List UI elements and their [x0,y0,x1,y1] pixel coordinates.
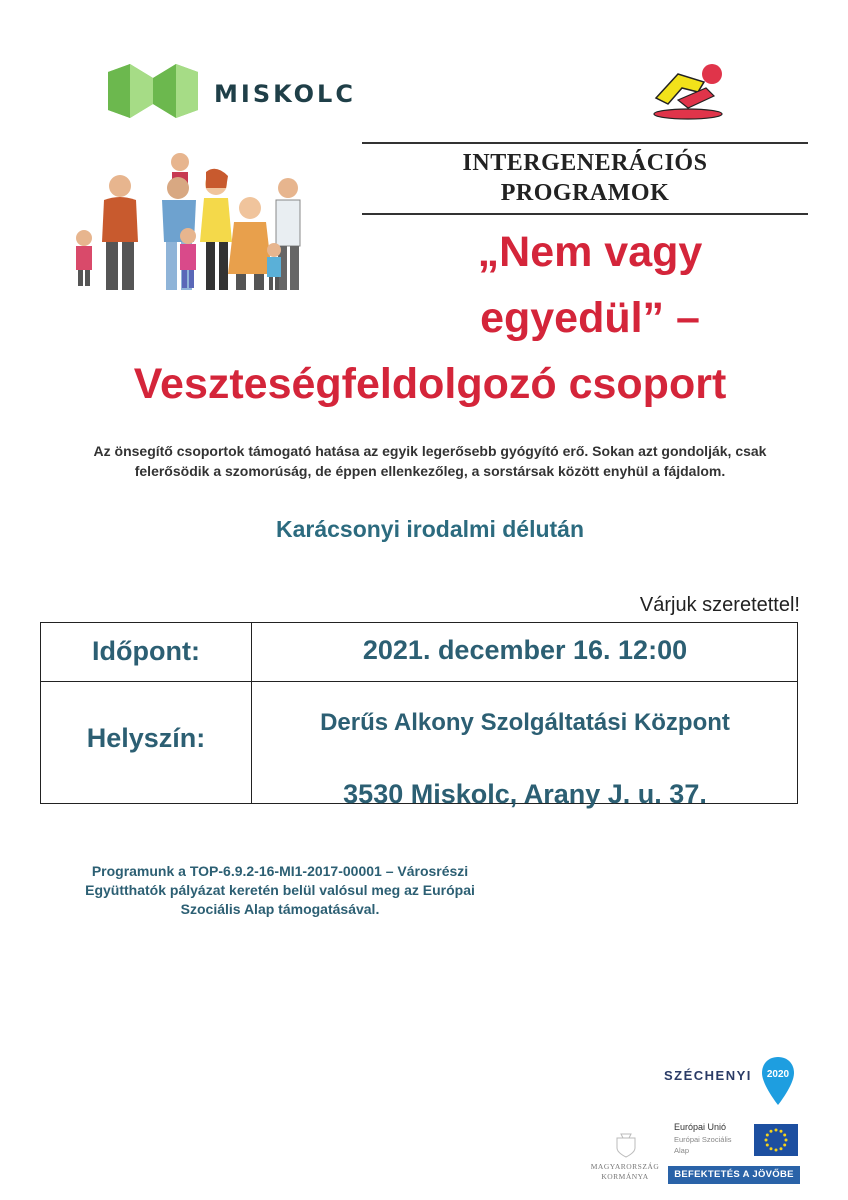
szechenyi-pin-icon [760,1055,796,1107]
funding-line-1: Programunk a TOP-6.9.2-16-MI1-2017-00001 – Városrészi [91,863,469,879]
header-line-2: PROGRAMOK [500,180,670,206]
funding-line-2: Együtthatók pályázat keretén belül valósul meg az Európai [85,882,475,898]
welcome-text: Várjuk szeretettel! [639,594,800,616]
eu-text-line-3: Alap [674,1146,690,1155]
eu-flag-icon [754,1124,798,1156]
table-divider-vertical [251,623,252,803]
description [60,441,800,481]
description-line-1: Az önsegítő csoportok támogató hatása az egyik legerősebb gyógyító erő. Sokan azt gondolják, csak [93,443,767,459]
date-value: 2021. december 16. 12:00 [362,635,688,665]
title-line-3: Veszteségfeldolgozó csoport [133,360,727,408]
place-label: Helyszín: [86,723,206,753]
crest-icon [615,1132,637,1158]
header-rule-bottom [362,213,808,215]
info-table [40,622,798,809]
place-name: Derűs Alkony Szolgáltatási Központ [320,709,730,736]
miskolc-logo-text: MISKOLC [214,80,356,108]
invest-banner: BEFEKTETÉS A JÖVŐBE [668,1166,800,1184]
header-line-1: INTERGENERÁCIÓS [462,150,708,176]
government-text-line-1: MAGYARORSZÁG [590,1162,660,1171]
government-text-line-2: KORMÁNYA [601,1172,649,1181]
header-rule-top [362,142,808,144]
eu-text-line-2: Európai Szociális [674,1135,732,1144]
szechenyi-logo-text: SZÉCHENYI [664,1068,752,1083]
funding-line-3: Szociális Alap támogatásával. [180,901,380,917]
table-divider-horizontal [41,681,797,682]
description-line-2: felerősödik a szomorúság, de éppen ellenkezőleg, a sorstársak között enyhül a fájdalom. [134,463,726,479]
date-label: Időpont: [92,636,200,666]
funding-note [50,862,510,919]
event-subtitle: Karácsonyi irodalmi délután [275,516,585,542]
title-line-2: egyedül” – [480,294,700,342]
title-line-1: „Nem vagy [477,228,703,276]
miskolc-logo-icon [108,64,198,118]
place-address: 3530 Miskolc, Arany J. u. 37. [343,779,707,809]
szechenyi-year: 2020 [766,1069,790,1080]
family-illustration-icon [70,142,310,300]
sport-pictogram-icon [648,62,732,122]
eu-text-line-1: Európai Unió [674,1122,727,1132]
